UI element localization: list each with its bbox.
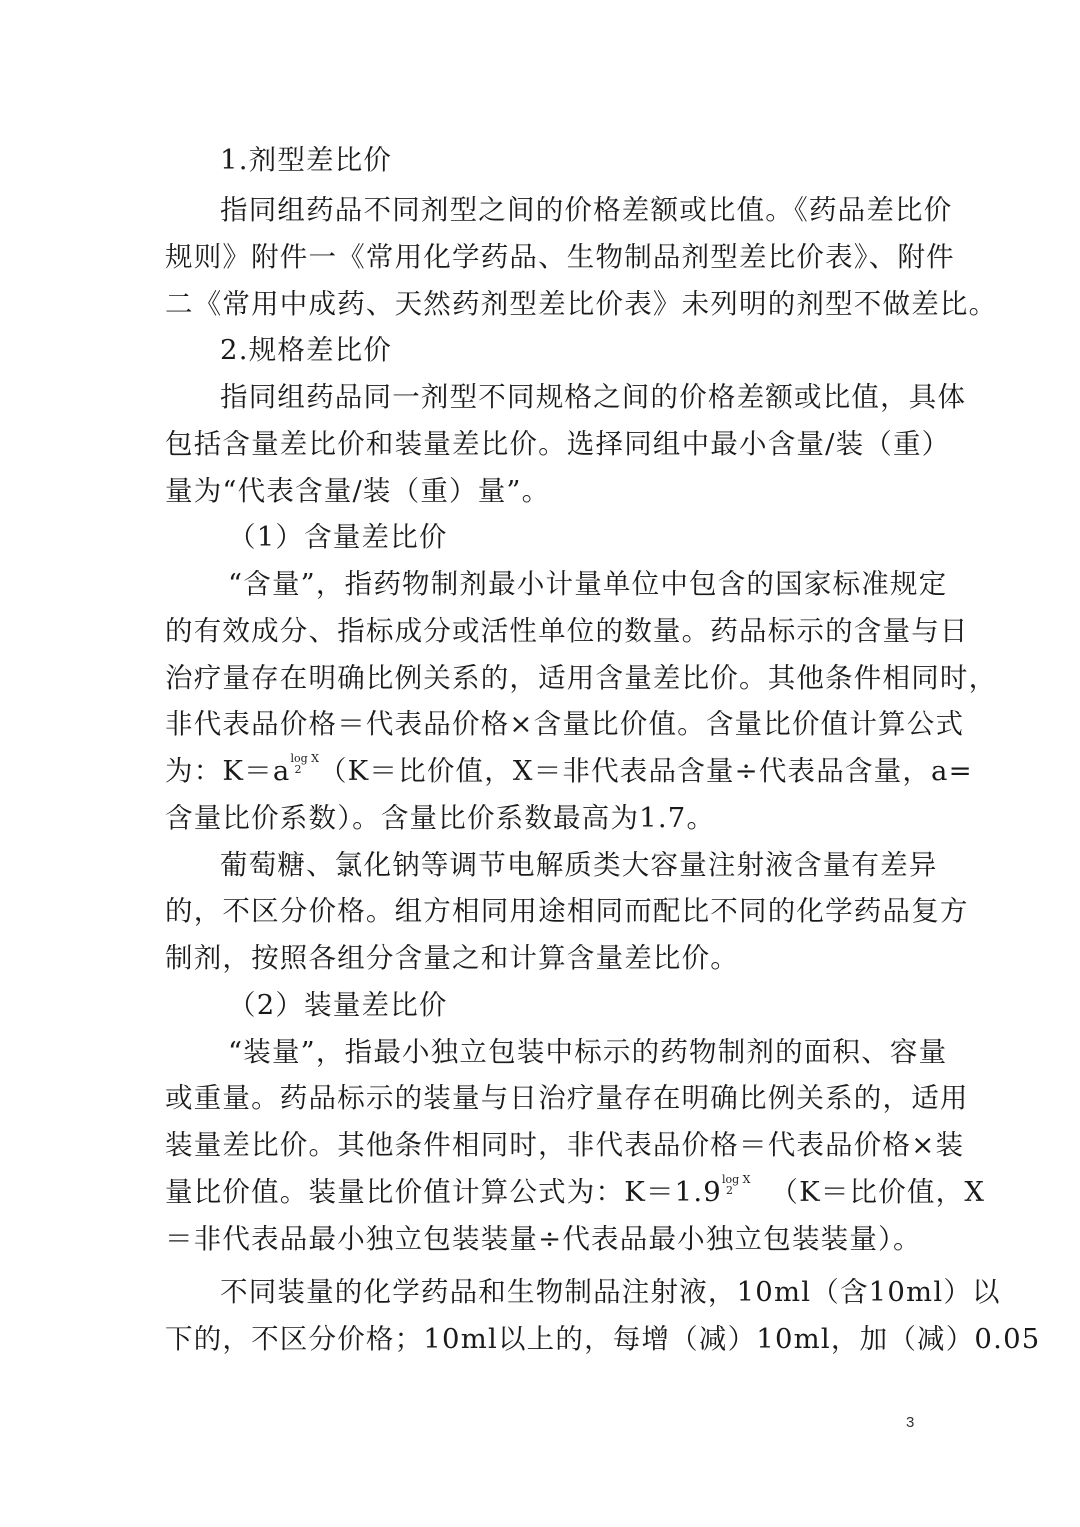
paragraph-line: 规则》附件一《常用化学药品、生物制品剂型差比价表》、附件 — [165, 241, 955, 273]
paragraph-line: 装量差比价。其他条件相同时，非代表品价格＝代表品价格×装 — [165, 1129, 965, 1161]
paragraph-line: 的，不区分价格。组方相同用途相同而配比不同的化学药品复方 — [165, 895, 969, 927]
paragraph-line: 非代表品价格＝代表品价格×含量比价值。含量比价值计算公式 — [165, 708, 965, 740]
formula-definition: （K＝比价值，X＝非代表品含量÷代表品含量，a= — [318, 755, 973, 787]
formula-exponent: log X 2 — [721, 1173, 751, 1197]
formula-prefix: 为：K＝a — [165, 755, 291, 787]
page-number: 3 — [906, 1414, 915, 1431]
formula-definition: （K＝比价值，X — [770, 1176, 986, 1208]
paragraph-line: 治疗量存在明确比例关系的，适用含量差比价。其他条件相同时， — [165, 662, 998, 694]
paragraph-line: 下的，不区分价格；10ml以上的，每增（减）10ml，加（减）0.05 — [165, 1323, 1041, 1355]
paragraph-line: “含量”，指药物制剂最小计量单位中包含的国家标准规定 — [228, 568, 948, 600]
paragraph-line: 不同装量的化学药品和生物制品注射液，10ml（含10ml）以 — [220, 1276, 1001, 1308]
formula-exponent: log X 2 — [290, 752, 319, 776]
paragraph-line: “装量”，指最小独立包装中标示的药物制剂的面积、容量 — [228, 1036, 948, 1068]
paragraph-line: 葡萄糖、氯化钠等调节电解质类大容量注射液含量有差异 — [220, 849, 938, 881]
formula-prefix: 量比价值。装量比价值计算公式为：K＝1.9 — [165, 1176, 722, 1208]
paragraph-line: 包括含量差比价和装量差比价。选择同组中最小含量/装（重） — [165, 428, 951, 460]
subheading-fill-volume-price-ratio: （2）装量差比价 — [228, 989, 448, 1021]
paragraph-line: ＝非代表品最小独立包装装量÷代表品最小独立包装装量）。 — [165, 1223, 922, 1255]
paragraph-line: 量为“代表含量/装（重）量”。 — [165, 475, 551, 507]
paragraph-line: 二《常用中成药、天然药剂型差比价表》未列明的剂型不做差比。 — [165, 288, 998, 320]
paragraph-line: 或重量。药品标示的装量与日治疗量存在明确比例关系的，适用 — [165, 1082, 969, 1114]
paragraph-line: 含量比价系数）。含量比价系数最高为1.7。 — [165, 802, 716, 834]
paragraph-line: 指同组药品不同剂型之间的价格差额或比值。《药品差比价 — [220, 194, 953, 226]
paragraph-line: 制剂，按照各组分含量之和计算含量差比价。 — [165, 942, 739, 974]
paragraph-line: 的有效成分、指标成分或活性单位的数量。药品标示的含量与日 — [165, 615, 969, 647]
subheading-content-price-ratio: （1）含量差比价 — [228, 521, 448, 553]
heading-specification-price-ratio: 2.规格差比价 — [220, 334, 393, 366]
paragraph-line: 指同组药品同一剂型不同规格之间的价格差额或比值，具体 — [220, 381, 967, 413]
heading-dosage-form-price-ratio: 1.剂型差比价 — [220, 144, 393, 176]
